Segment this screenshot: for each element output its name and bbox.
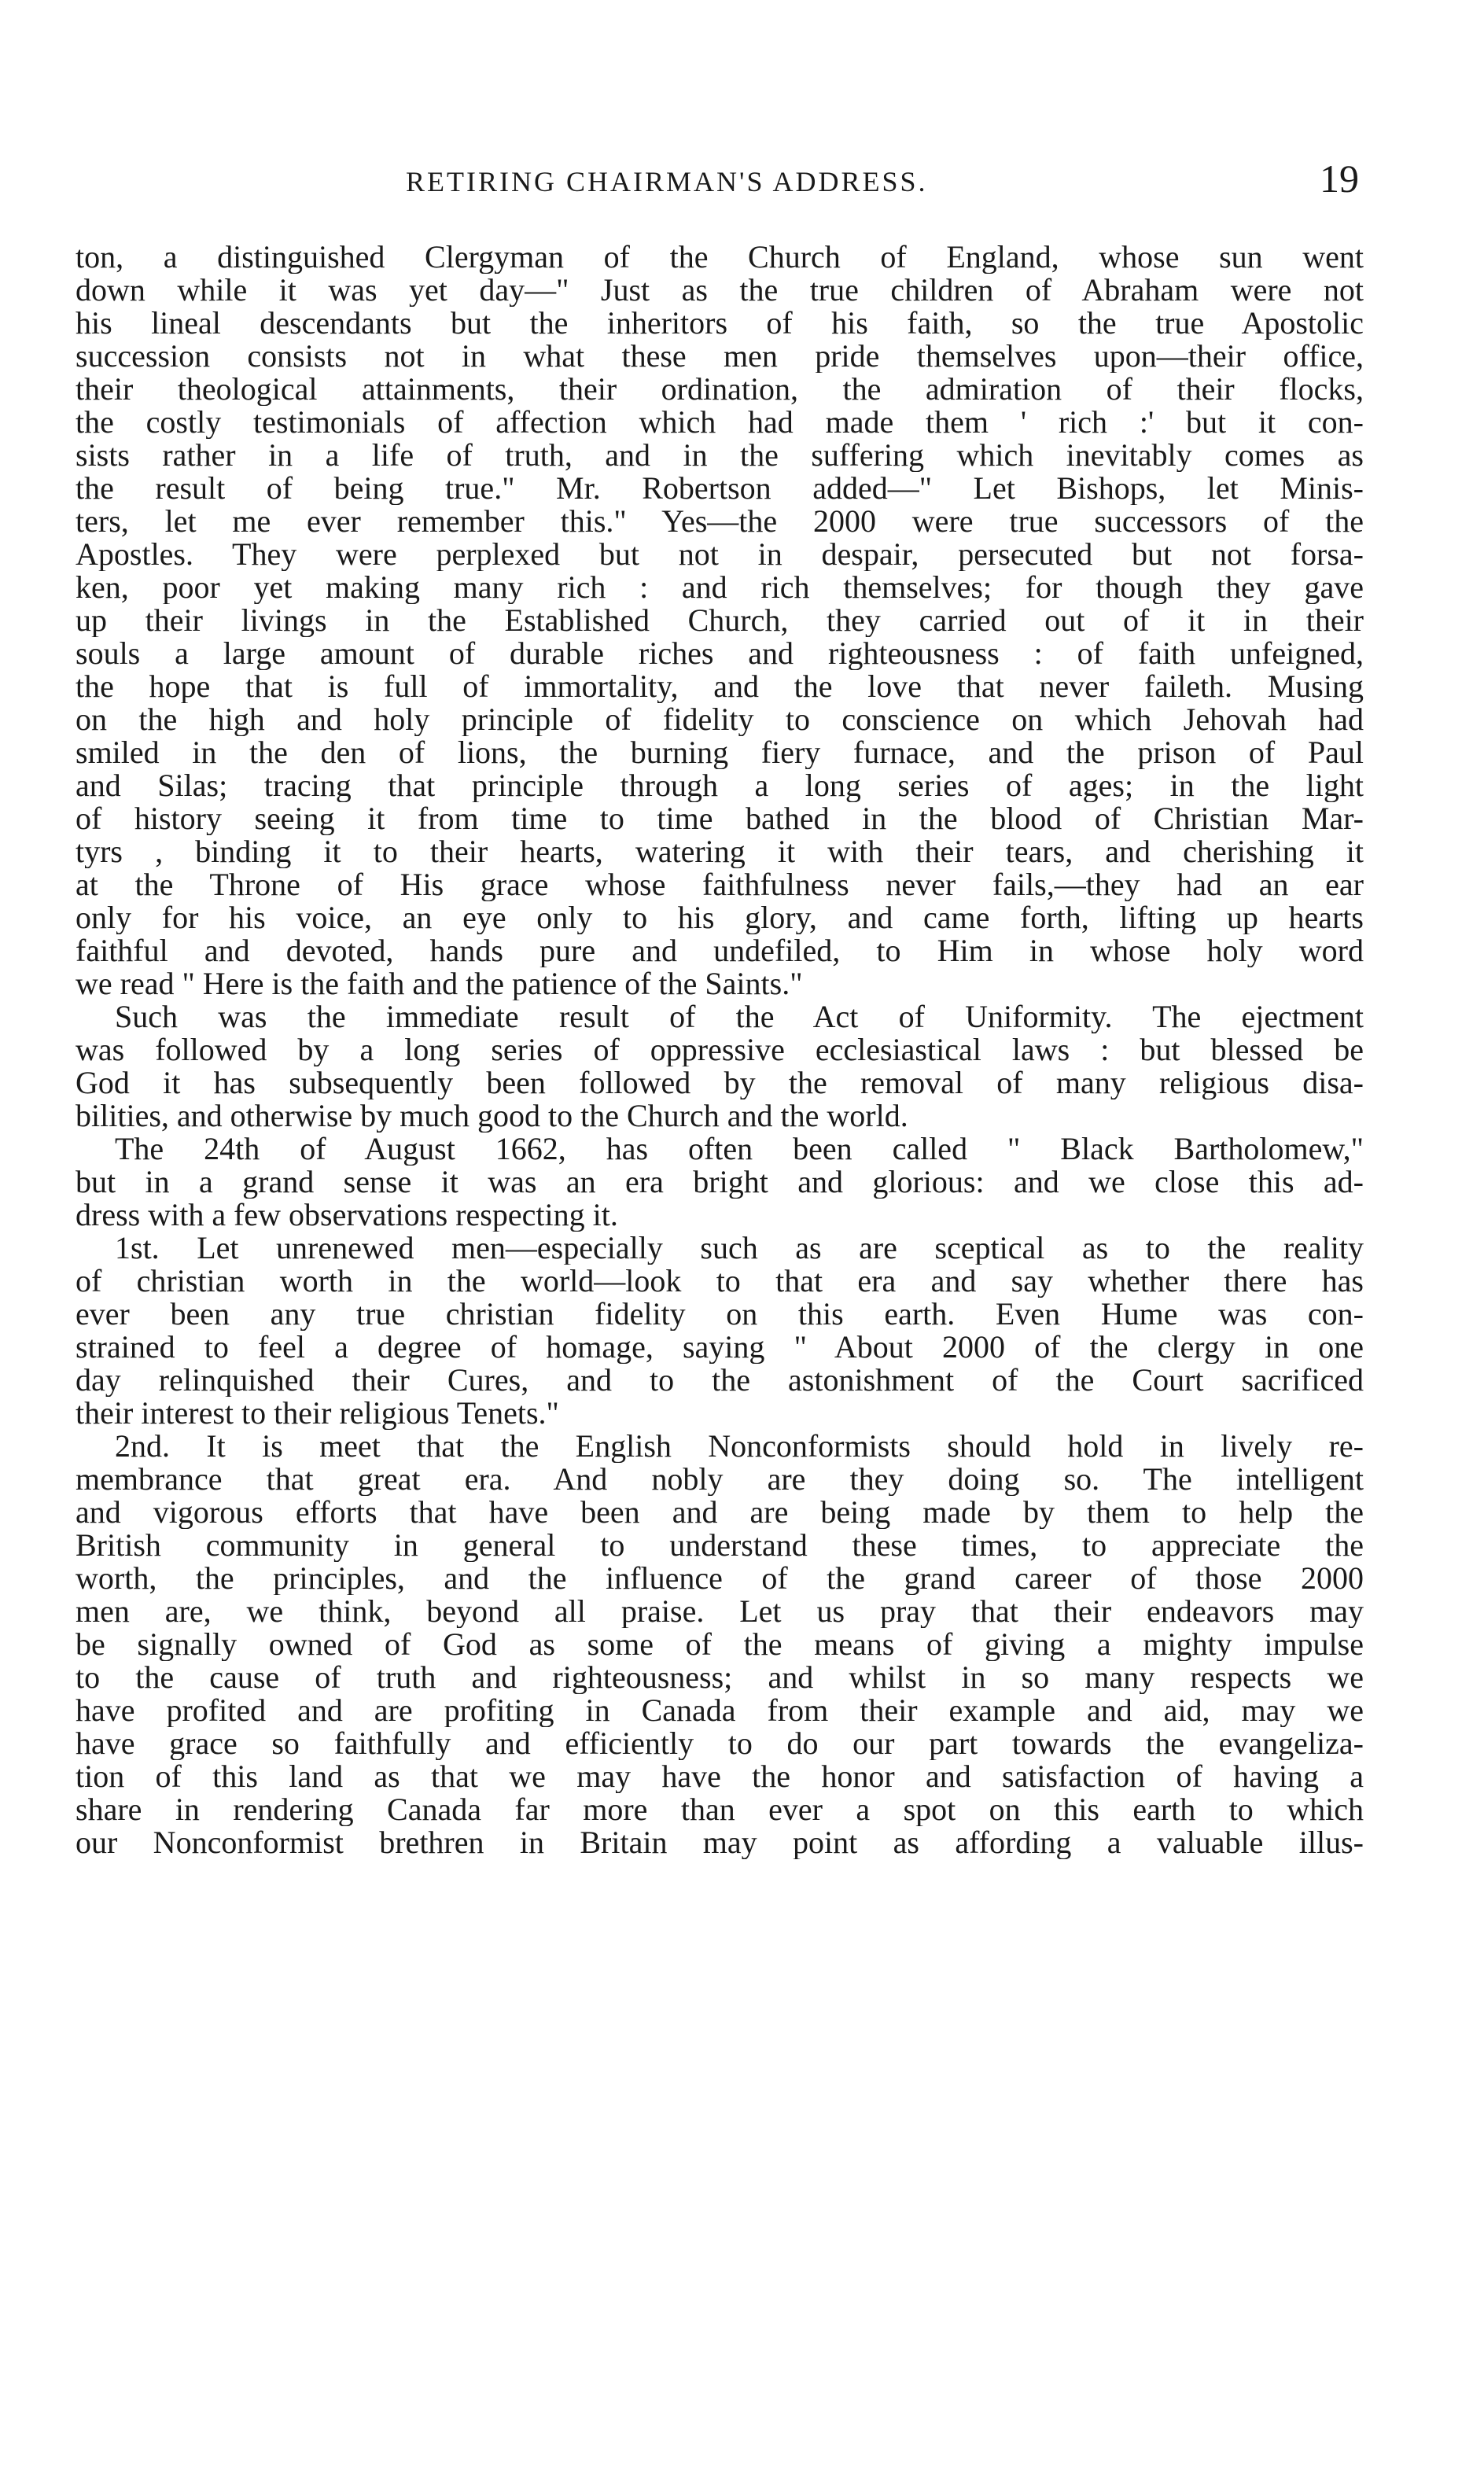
text-line: smiled in the den of lions, the burning fiery furnace, and the prison of Paul <box>75 736 1364 769</box>
text-line: and Silas; tracing that principle through a long series of ages; in the light <box>75 769 1364 802</box>
text-line: sists rather in a life of truth, and in the suffering which inevitably comes as <box>75 439 1364 472</box>
text-line: their interest to their religious Tenets." <box>75 1397 559 1430</box>
text-line: have profited and are profiting in Canada from their example and aid, may we <box>75 1694 1364 1727</box>
text-line: his lineal descendants but the inheritors of his faith, so the true Apostolic <box>75 307 1364 340</box>
text-line: Such was the immediate result of the Act of Uniformity. The ejectment <box>115 1000 1364 1033</box>
text-line: God it has subsequently been followed by the removal of many religious disa- <box>75 1066 1364 1099</box>
page-number: 19 <box>1320 157 1359 201</box>
text-line: and vigorous efforts that have been and are being made by them to help the <box>75 1496 1364 1529</box>
body-text <box>75 241 1364 1859</box>
running-head <box>75 154 1364 201</box>
text-line: of christian worth in the world—look to that era and say whether there has <box>75 1265 1364 1298</box>
text-line: be signally owned of God as some of the means of giving a mighty impulse <box>75 1628 1364 1661</box>
text-line: tyrs , binding it to their hearts, watering it with their tears, and cherishing it <box>75 835 1364 868</box>
text-line: worth, the principles, and the influence of the grand career of those 2000 <box>75 1562 1364 1595</box>
text-line: their theological attainments, their ordination, the admiration of their flocks, <box>75 373 1364 406</box>
text-line: ton, a distinguished Clergyman of the Church of England, whose sun went <box>75 241 1364 274</box>
text-line: our Nonconformist brethren in Britain may point as affording a valuable illus- <box>75 1826 1364 1859</box>
text-line: we read " Here is the faith and the patience of the Saints." <box>75 967 803 1000</box>
text-line: Apostles. They were perplexed but not in despair, persecuted but not forsa- <box>75 538 1364 571</box>
text-line: bilities, and otherwise by much good to the Church and the world. <box>75 1099 908 1133</box>
text-line: was followed by a long series of oppressive ecclesiastical laws : but blessed be <box>75 1033 1364 1066</box>
text-line: the result of being true." Mr. Robertson added—" Let Bishops, let Minis- <box>75 472 1364 505</box>
text-line: men are, we think, beyond all praise. Let us pray that their endeavors may <box>75 1595 1364 1628</box>
text-line: down while it was yet day—" Just as the true children of Abraham were not <box>75 274 1364 307</box>
text-line: ever been any true christian fidelity on this earth. Even Hume was con- <box>75 1298 1364 1331</box>
text-line: The 24th of August 1662, has often been called " Black Bartholomew," <box>115 1133 1364 1166</box>
text-line: membrance that great era. And nobly are they doing so. The intelligent <box>75 1463 1364 1496</box>
text-line: to the cause of truth and righteousness; and whilst in so many respects we <box>75 1661 1364 1694</box>
text-line: day relinquished their Cures, and to the astonishment of the Court sacrificed <box>75 1364 1364 1397</box>
text-line: but in a grand sense it was an era bright and glorious: and we close this ad- <box>75 1166 1364 1199</box>
text-line: ters, let me ever remember this." Yes—the 2000 were true successors of the <box>75 505 1364 538</box>
text-line: only for his voice, an eye only to his glory, and came forth, lifting up hearts <box>75 901 1364 934</box>
text-line: on the high and holy principle of fidelity to conscience on which Jehovah had <box>75 703 1364 736</box>
text-line: up their livings in the Established Church, they carried out of it in their <box>75 604 1364 637</box>
text-line: tion of this land as that we may have the honor and satisfaction of having a <box>75 1760 1364 1793</box>
running-title: RETIRING CHAIRMAN'S ADDRESS. <box>406 166 928 197</box>
text-line: 1st. Let unrenewed men—especially such as are sceptical as to the reality <box>115 1232 1364 1265</box>
text-line: have grace so faithfully and efficiently to do our part towards the evangeliza- <box>75 1727 1364 1760</box>
text-line: strained to feel a degree of homage, saying " About 2000 of the clergy in one <box>75 1331 1364 1364</box>
text-line: share in rendering Canada far more than ever a spot on this earth to which <box>75 1793 1364 1826</box>
text-line: faithful and devoted, hands pure and undefiled, to Him in whose holy word <box>75 934 1364 967</box>
text-line: the hope that is full of immortality, and the love that never faileth. Musing <box>75 670 1364 703</box>
text-line: British community in general to understand these times, to appreciate the <box>75 1529 1364 1562</box>
text-line: of history seeing it from time to time bathed in the blood of Christian Mar- <box>75 802 1364 835</box>
text-line: at the Throne of His grace whose faithfulness never fails,—they had an ear <box>75 868 1364 901</box>
text-line: succession consists not in what these men pride themselves upon—their office, <box>75 340 1364 373</box>
text-line: dress with a few observations respecting it. <box>75 1199 618 1232</box>
text-line: the costly testimonials of affection which had made them ' rich :' but it con- <box>75 406 1364 439</box>
text-line: ken, poor yet making many rich : and rich themselves; for though they gave <box>75 571 1364 604</box>
text-line: souls a large amount of durable riches and righteousness : of faith unfeigned, <box>75 637 1364 670</box>
text-line: 2nd. It is meet that the English Nonconformists should hold in lively re- <box>115 1430 1364 1463</box>
